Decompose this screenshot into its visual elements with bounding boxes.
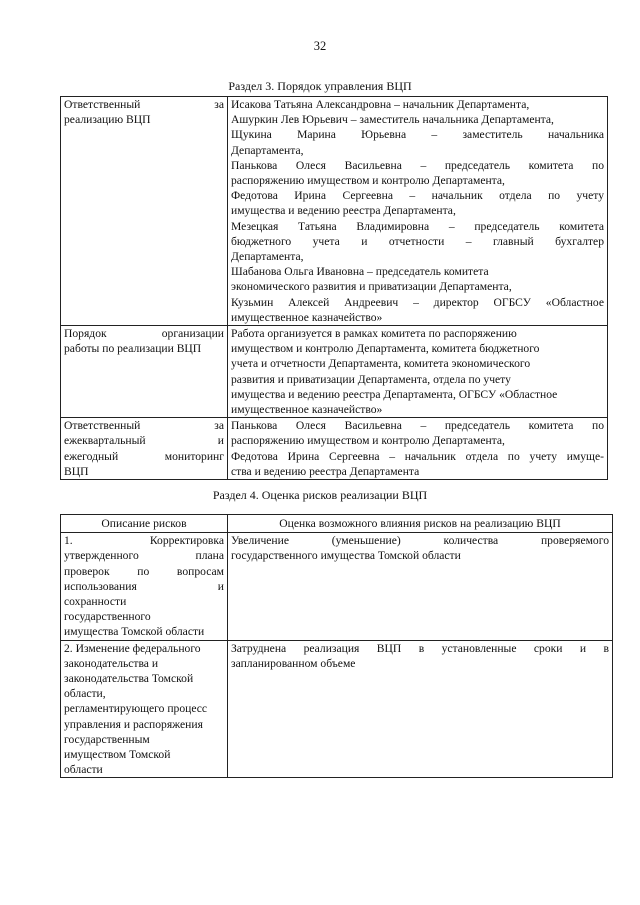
content-line: Департамента,	[231, 143, 304, 157]
content-line: Департамента,	[231, 250, 304, 264]
content-line: развития и приватизации Департамента, отдела по учету	[231, 372, 511, 386]
content-line: Панькова Олеся Васильевна – председатель комитета по	[231, 158, 604, 172]
content-line: имущественное казначейство»	[231, 403, 383, 417]
content-line: Кузьмин Алексей Андреевич – директор ОГБСУ «Областное	[231, 295, 604, 309]
content-line: имущества и ведению реестра Департамента, ОГБСУ «Областное	[231, 387, 558, 401]
header-risk-description: Описание рисков	[61, 515, 228, 533]
risk-impact	[228, 533, 613, 640]
content-line: имущественное казначейство»	[231, 310, 383, 324]
risk-line: государственным	[64, 732, 150, 746]
section-4-title: Раздел 4. Оценка рисков реализации ВЦП	[212, 488, 428, 502]
content-line: ства и ведению реестра Департамента	[231, 464, 420, 478]
label-line: реализацию ВЦП	[64, 113, 151, 127]
risk-line: 2. Изменение федерального	[64, 641, 201, 655]
label-line: ежегодный мониторинг	[64, 449, 224, 463]
content-line: Федотова Ирина Сергеевна – начальник отдела по учету имуще-	[231, 449, 604, 463]
content-line: Щукина Марина Юрьевна – заместитель начальника	[231, 128, 604, 142]
content-line: Панькова Олеся Васильевна – председатель комитета по	[231, 419, 604, 433]
risk-line: использования и	[64, 579, 224, 593]
row-content	[228, 418, 608, 480]
row-label	[61, 97, 228, 326]
risk-description	[61, 640, 228, 778]
content-line: Работа организуется в рамках комитета по распоряжению	[231, 327, 517, 341]
page-number: 32	[313, 39, 327, 53]
content-line: Федотова Ирина Сергеевна – начальник отдела по учету	[231, 189, 604, 203]
impact-line: Затруднена реализация ВЦП в установленные сроки и в	[231, 641, 609, 655]
content-line: Шабанова Ольга Ивановна – председатель комитета	[231, 265, 489, 279]
label-line: Ответственный за	[64, 98, 224, 111]
row-label	[61, 418, 228, 480]
label-line: работы по реализации ВЦП	[64, 342, 202, 356]
label-line: Ответственный за	[64, 419, 224, 433]
impact-line: Увеличение (уменьшение) количества проверяемого	[231, 534, 609, 548]
risk-line: 1. Корректировка	[64, 534, 224, 548]
risk-line: области,	[64, 687, 106, 701]
risk-line: проверок по вопросам	[64, 564, 224, 578]
content-line: Мезецкая Татьяна Владимировна – председатель комитета	[231, 219, 604, 233]
risk-line: утвержденного плана	[64, 549, 224, 563]
content-line: Исакова Татьяна Александровна – начальник Департамента,	[231, 98, 530, 111]
risk-impact	[228, 640, 613, 778]
content-line: имущества и ведению реестра Департамента,	[231, 204, 456, 218]
row-label	[61, 326, 228, 418]
content-line: распоряжению имуществом и контролю Департамента,	[231, 434, 505, 448]
header-risk-impact: Оценка возможного влияния рисков на реализацию ВЦП	[228, 515, 613, 533]
impact-line: государственного имущества Томской области	[231, 549, 461, 563]
risk-line: регламентирующего процесс	[64, 702, 208, 716]
content-line: Ашуркин Лев Юрьевич – заместитель начальника Департамента,	[231, 113, 554, 127]
content-line: учета и отчетности Департамента, комитета экономического	[231, 357, 531, 371]
risk-description	[61, 533, 228, 640]
table-row	[61, 326, 608, 418]
row-content	[228, 97, 608, 326]
risk-line: области	[64, 763, 103, 777]
risk-line: законодательства Томской	[64, 672, 194, 686]
risk-line: управления и распоряжения	[64, 717, 203, 731]
impact-line: запланированном объеме	[231, 656, 356, 670]
management-table	[60, 96, 608, 480]
label-line: ежеквартальный и	[64, 434, 224, 448]
table-row	[61, 640, 613, 778]
label-line: ВЦП	[64, 464, 89, 478]
table-header-row	[61, 515, 613, 533]
risk-line: законодательства и	[64, 656, 159, 670]
section-3-title: Раздел 3. Порядок управления ВЦП	[228, 79, 412, 93]
risk-line: имущества Томской области	[64, 625, 205, 639]
table-row	[61, 418, 608, 480]
row-content	[228, 326, 608, 418]
content-line: экономического развития и приватизации Департамента,	[231, 280, 512, 294]
content-line: бюджетного учета и отчетности – главный бухгалтер	[231, 234, 604, 248]
label-line: Порядок организации	[64, 327, 224, 341]
content-line: имуществом и контролю Департамента, комитета бюджетного	[231, 342, 540, 356]
risk-line: государственного	[64, 610, 151, 624]
risk-line: имуществом Томской	[64, 748, 171, 762]
content-line: распоряжению имуществом и контролю Департамента,	[231, 174, 505, 188]
risk-table	[60, 514, 613, 778]
risk-line: сохранности	[64, 595, 127, 609]
table-row	[61, 533, 613, 640]
table-row	[61, 97, 608, 326]
